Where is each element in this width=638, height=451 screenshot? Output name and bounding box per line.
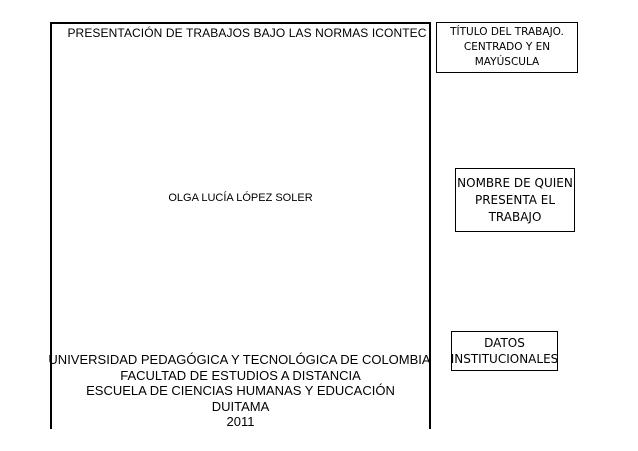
year-line: 2011: [226, 414, 255, 429]
author-name: OLGA LUCÍA LÓPEZ SOLER: [168, 192, 313, 204]
institutional-callout-box: [451, 331, 558, 371]
school-line: ESCUELA DE CIENCIAS HUMANAS Y EDUCACIÓN: [86, 383, 395, 398]
university-line: UNIVERSIDAD PEDAGÓGICA Y TECNOLÓGICA DE COLOMBIA: [48, 352, 431, 367]
title-callout-box: [436, 22, 578, 73]
title-callout-line-3: MAYÚSCULA: [474, 56, 540, 68]
institutional-callout-line-1: DATOS: [484, 336, 525, 350]
city-line: DUITAMA: [211, 398, 270, 414]
presenter-callout-line-2: PRESENTA EL: [474, 192, 556, 207]
presenter-callout-box: [455, 168, 575, 232]
document-header: PRESENTACIÓN DE TRABAJOS BAJO LAS NORMAS ICONTEC: [67, 26, 427, 40]
presenter-callout-line-1: NOMBRE DE QUIEN: [457, 175, 573, 190]
presenter-callout-line-3: TRABAJO: [488, 209, 542, 224]
title-callout-line-2: CENTRADO Y EN: [463, 41, 551, 53]
institutional-callout-line-2: INSTITUCIONALES: [450, 352, 559, 366]
institution-block: [50, 352, 431, 430]
faculty-line: FACULTAD DE ESTUDIOS A DISTANCIA: [120, 367, 361, 383]
title-callout-line-1: TÍTULO DEL TRABAJO.: [450, 26, 564, 38]
